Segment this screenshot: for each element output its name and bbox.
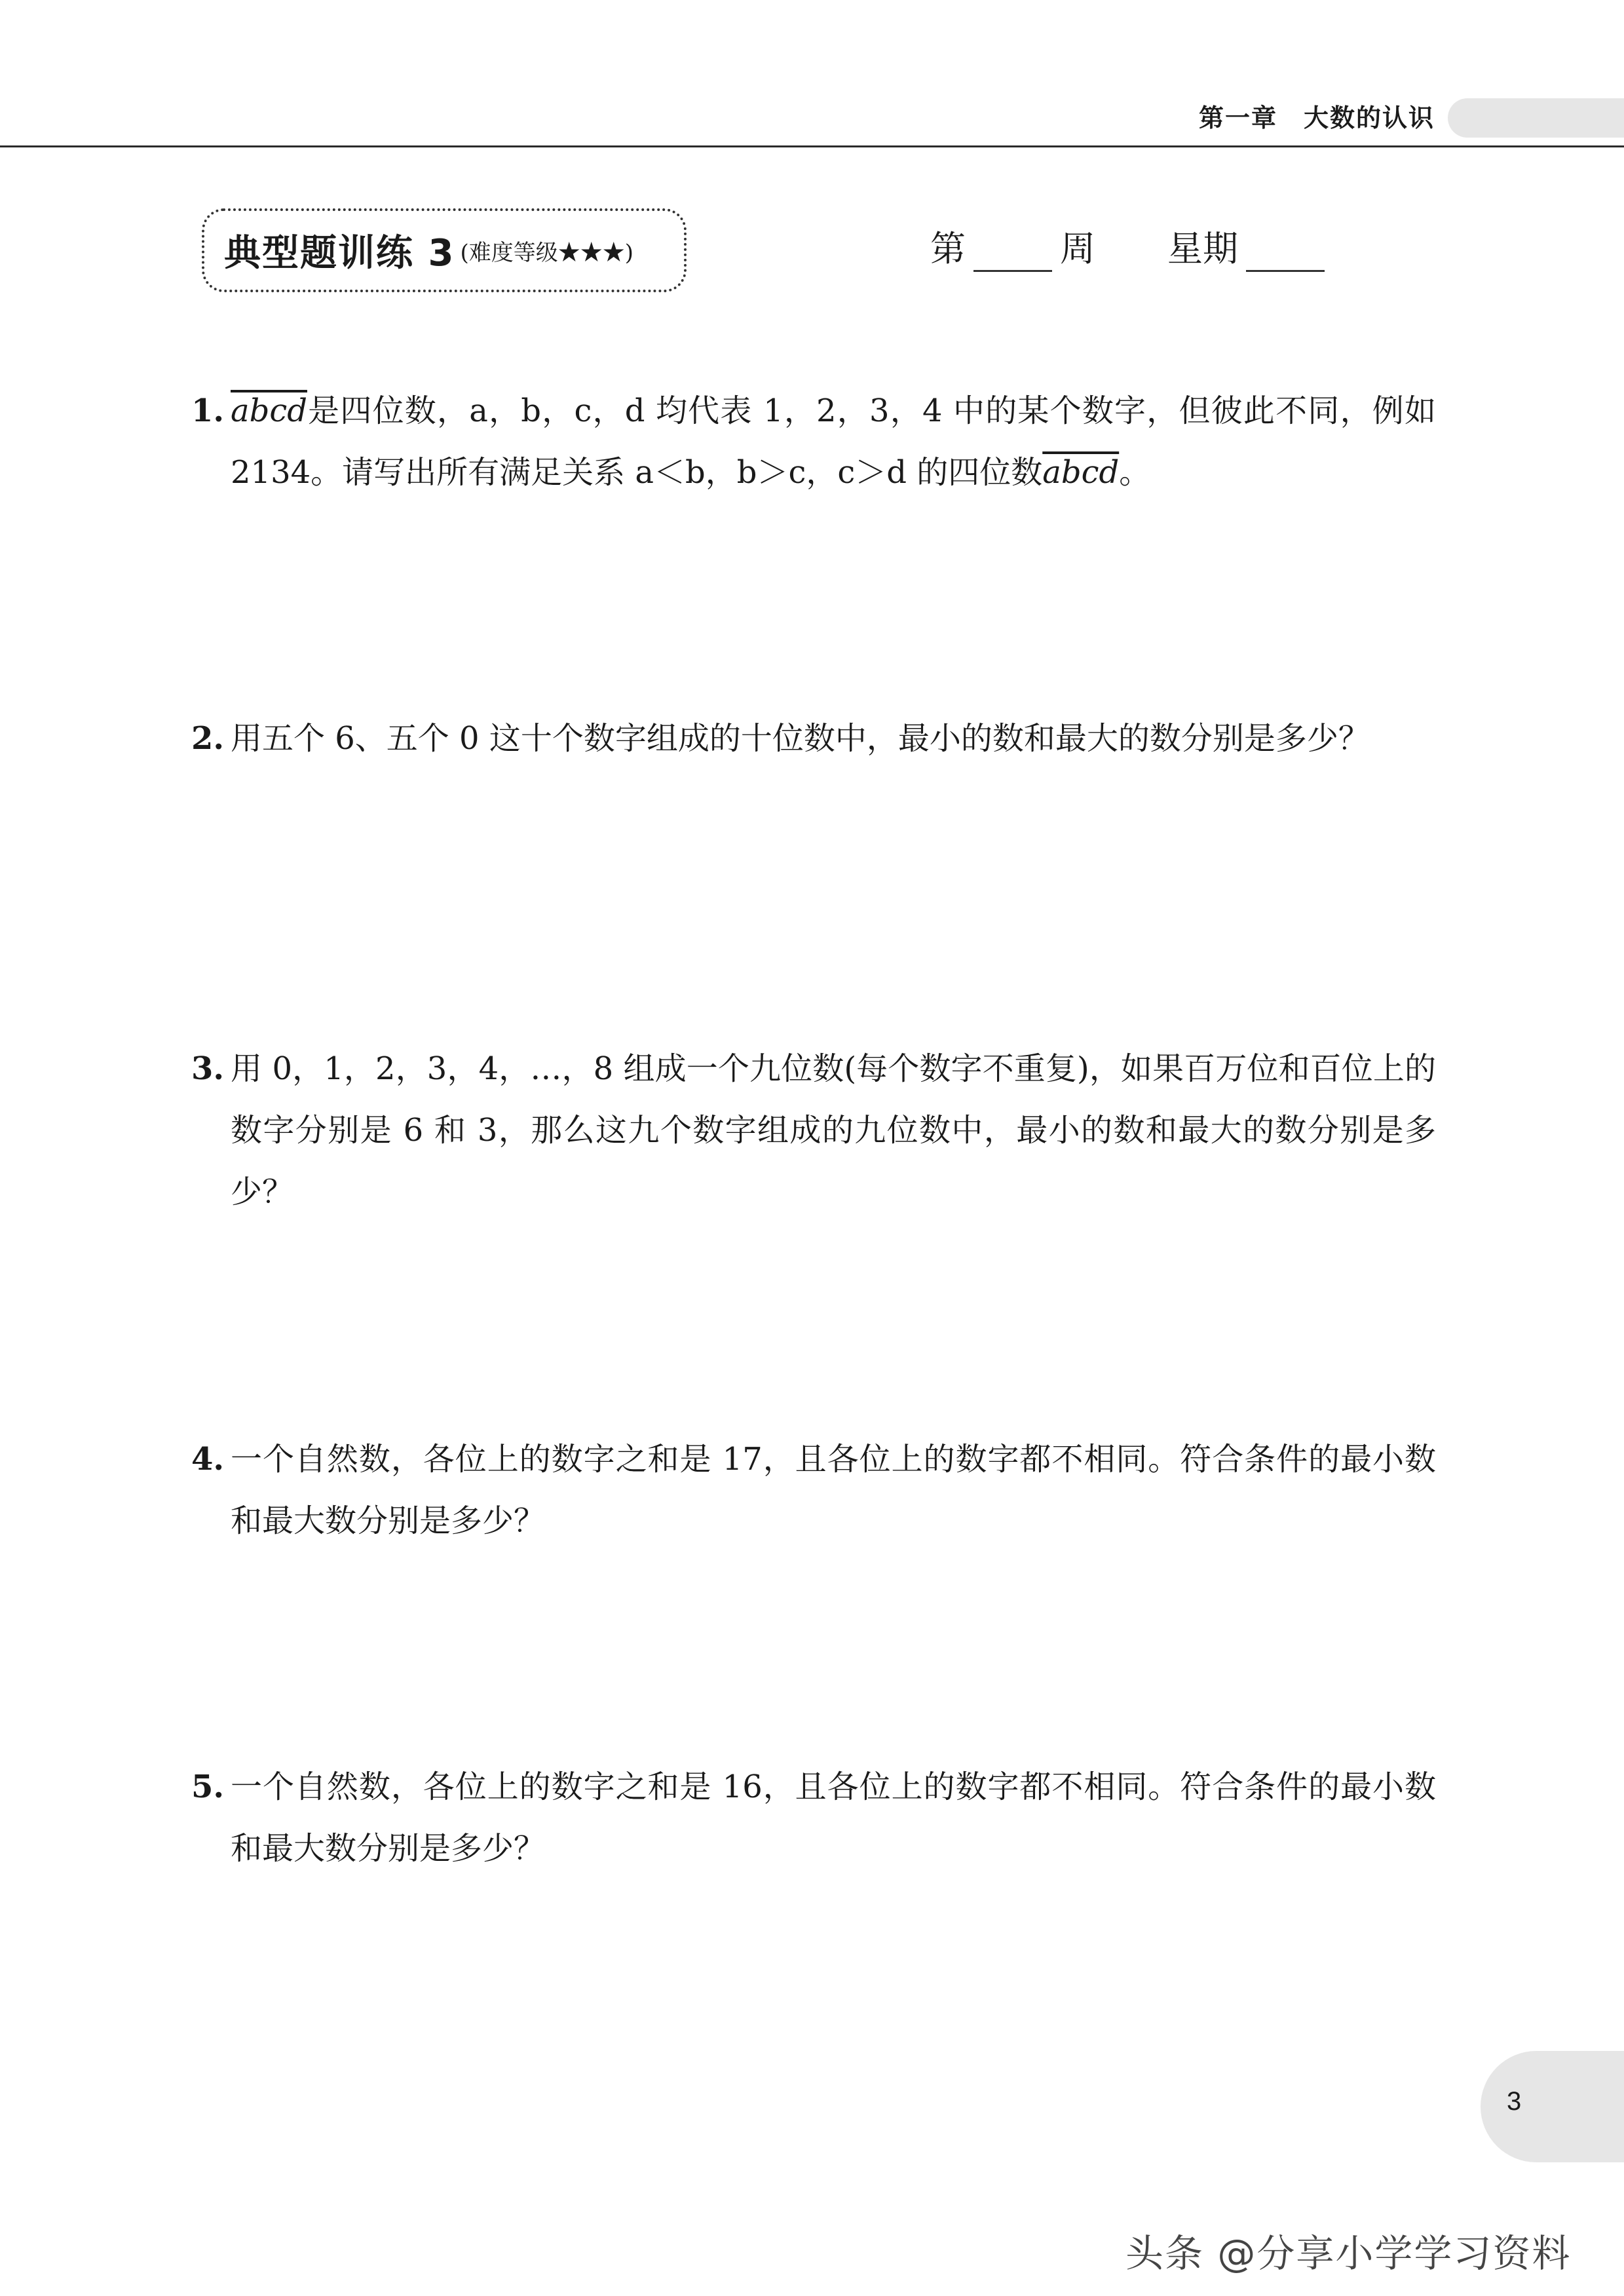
question-text (191, 380, 1436, 503)
difficulty-label: (难度等级★★★) (460, 239, 633, 266)
weekday-label: 星期 (1167, 228, 1238, 269)
question-3 (191, 1038, 1436, 1223)
chapter-title: 第一章 大数的认识 (1199, 103, 1435, 132)
question-4 (191, 1428, 1436, 1552)
question-text-body: 是四位数，a，b，c，d 均代表 1，2，3，4 中的某个数字，但彼此不同，例如 2134。请写出所有满足关系 a＜b，b＞c，c＞d 的四位数 (231, 392, 1436, 491)
schedule-fields (930, 220, 1332, 278)
page-number: 3 (1507, 2087, 1522, 2116)
section-title: 典型题训练 3 (224, 232, 455, 275)
chapter-header (0, 0, 1624, 157)
question-text: 用 0，1，2，3，4，…，8 组成一个九位数(每个数字不重复)，如果百万位和百位上的数字分别是 6 和 3，那么这九个数字组成的九位数中，最小的数和最大的数分别是多少？ (231, 1050, 1436, 1210)
weekday-blank (1246, 237, 1325, 272)
week-blank (973, 237, 1052, 272)
question-number: 5. (191, 1769, 225, 1805)
question-number: 1. (191, 392, 225, 429)
watermark: 头条 @分享小学学习资料 (1125, 2231, 1572, 2276)
question-text-end: 。 (1119, 454, 1151, 491)
week-prefix: 第 (930, 228, 966, 269)
chapter-tab (1448, 98, 1624, 138)
question-number: 3. (191, 1050, 225, 1087)
question-number: 2. (191, 720, 225, 757)
question-text: 一个自然数，各位上的数字之和是 16，且各位上的数字都不相同。符合条件的最小数和最大数分别是多少？ (231, 1769, 1436, 1867)
page-number-tab (1481, 2051, 1624, 2162)
overlined-number: abcd (231, 392, 307, 429)
overlined-number: abcd (1042, 454, 1120, 491)
question-text: 一个自然数，各位上的数字之和是 17，且各位上的数字都不相同。符合条件的最小数和最大数分别是多少？ (231, 1441, 1436, 1539)
section-badge (202, 208, 687, 292)
week-suffix: 周 (1060, 228, 1095, 269)
question-5 (191, 1756, 1436, 1879)
question-2 (191, 708, 1436, 769)
question-number: 4. (191, 1441, 225, 1478)
question-text: 用五个 6、五个 0 这十个数字组成的十位数中，最小的数和最大的数分别是多少？ (231, 720, 1370, 757)
header-rule (0, 145, 1624, 147)
question-1 (191, 380, 1436, 503)
